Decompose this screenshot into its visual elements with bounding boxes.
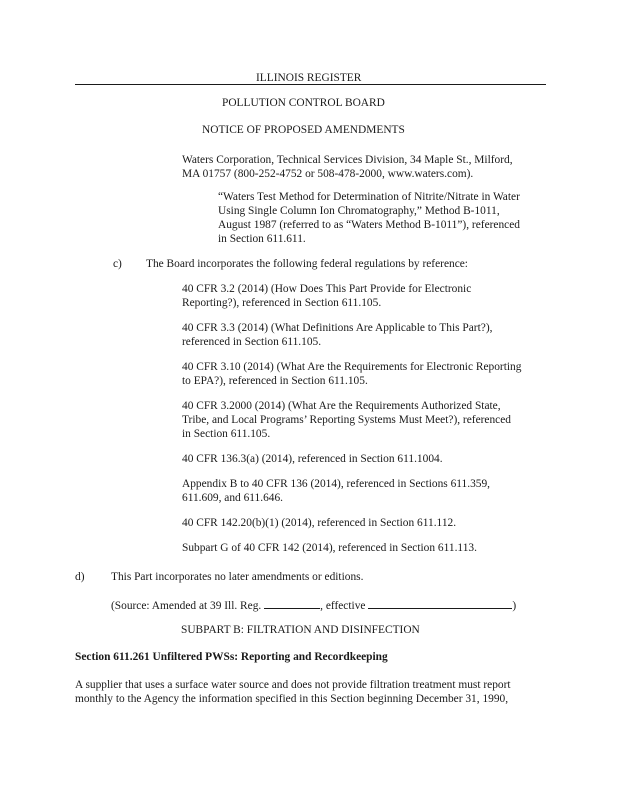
- cfr-item-line: 40 CFR 142.20(b)(1) (2014), referenced in Section 611.112.: [182, 517, 457, 529]
- source-suffix: ): [512, 600, 517, 612]
- cfr-item-line: Reporting?), referenced in Section 611.105.: [182, 297, 382, 309]
- cfr-item-line: to EPA?), referenced in Section 611.105.: [182, 375, 368, 387]
- cfr-item-line: in Section 611.105.: [182, 428, 271, 440]
- subpart-heading: SUBPART B: FILTRATION AND DISINFECTION: [181, 624, 420, 636]
- notice-title: NOTICE OF PROPOSED AMENDMENTS: [202, 124, 405, 136]
- section-heading: Section 611.261 Unfiltered PWSs: Reporting and Recordkeeping: [75, 651, 388, 663]
- waters-method-line: August 1987 (referred to as “Waters Method B-1011”), referenced: [218, 219, 520, 231]
- subsection-c-label: c): [113, 258, 122, 270]
- cfr-item-line: 40 CFR 136.3(a) (2014), referenced in Section 611.1004.: [182, 453, 443, 465]
- cfr-item-line: 611.609, and 611.646.: [182, 492, 284, 504]
- source-effective: , effective: [320, 600, 366, 612]
- section-body-line: monthly to the Agency the information specified in this Section beginning December 31, 1990,: [75, 693, 509, 705]
- source-line: [111, 597, 516, 614]
- subsection-c-intro: The Board incorporates the following federal regulations by reference:: [146, 258, 468, 270]
- header-rule: [75, 84, 546, 85]
- cfr-item-line: 40 CFR 3.3 (2014) (What Definitions Are Applicable to This Part?),: [182, 322, 493, 334]
- cfr-item-line: 40 CFR 3.2000 (2014) (What Are the Requirements Authorized State,: [182, 400, 501, 412]
- waters-method-line: Using Single Column Ion Chromatography,” Method B-1011,: [218, 205, 500, 217]
- cfr-item-line: 40 CFR 3.10 (2014) (What Are the Requirements for Electronic Reporting: [182, 361, 522, 373]
- subsection-d-label: d): [75, 571, 85, 583]
- waters-address-line-2: MA 01757 (800-252-4752 or 508-478-2000, www.waters.com).: [182, 168, 474, 180]
- section-body-line: A supplier that uses a surface water source and does not provide filtration treatment must report: [75, 679, 511, 691]
- waters-address-line-1: Waters Corporation, Technical Services Division, 34 Maple St., Milford,: [182, 154, 513, 166]
- cfr-item-line: Tribe, and Local Programs’ Reporting Systems Must Meet?), referenced: [182, 414, 511, 426]
- waters-method-line: “Waters Test Method for Determination of Nitrite/Nitrate in Water: [218, 191, 520, 203]
- cfr-item-line: 40 CFR 3.2 (2014) (How Does This Part Provide for Electronic: [182, 283, 472, 295]
- source-prefix: (Source: Amended at 39 Ill. Reg.: [111, 600, 262, 612]
- agency-name: POLLUTION CONTROL BOARD: [222, 97, 385, 109]
- cfr-item-line: Appendix B to 40 CFR 136 (2014), referenced in Sections 611.359,: [182, 478, 491, 490]
- reg-blank: [264, 597, 320, 609]
- effective-blank: [368, 597, 512, 609]
- cfr-item-line: referenced in Section 611.105.: [182, 336, 322, 348]
- waters-method-line: in Section 611.611.: [218, 233, 306, 245]
- register-title: ILLINOIS REGISTER: [256, 72, 362, 84]
- subsection-d-text: This Part incorporates no later amendments or editions.: [111, 571, 364, 583]
- cfr-item-line: Subpart G of 40 CFR 142 (2014), referenced in Section 611.113.: [182, 542, 477, 554]
